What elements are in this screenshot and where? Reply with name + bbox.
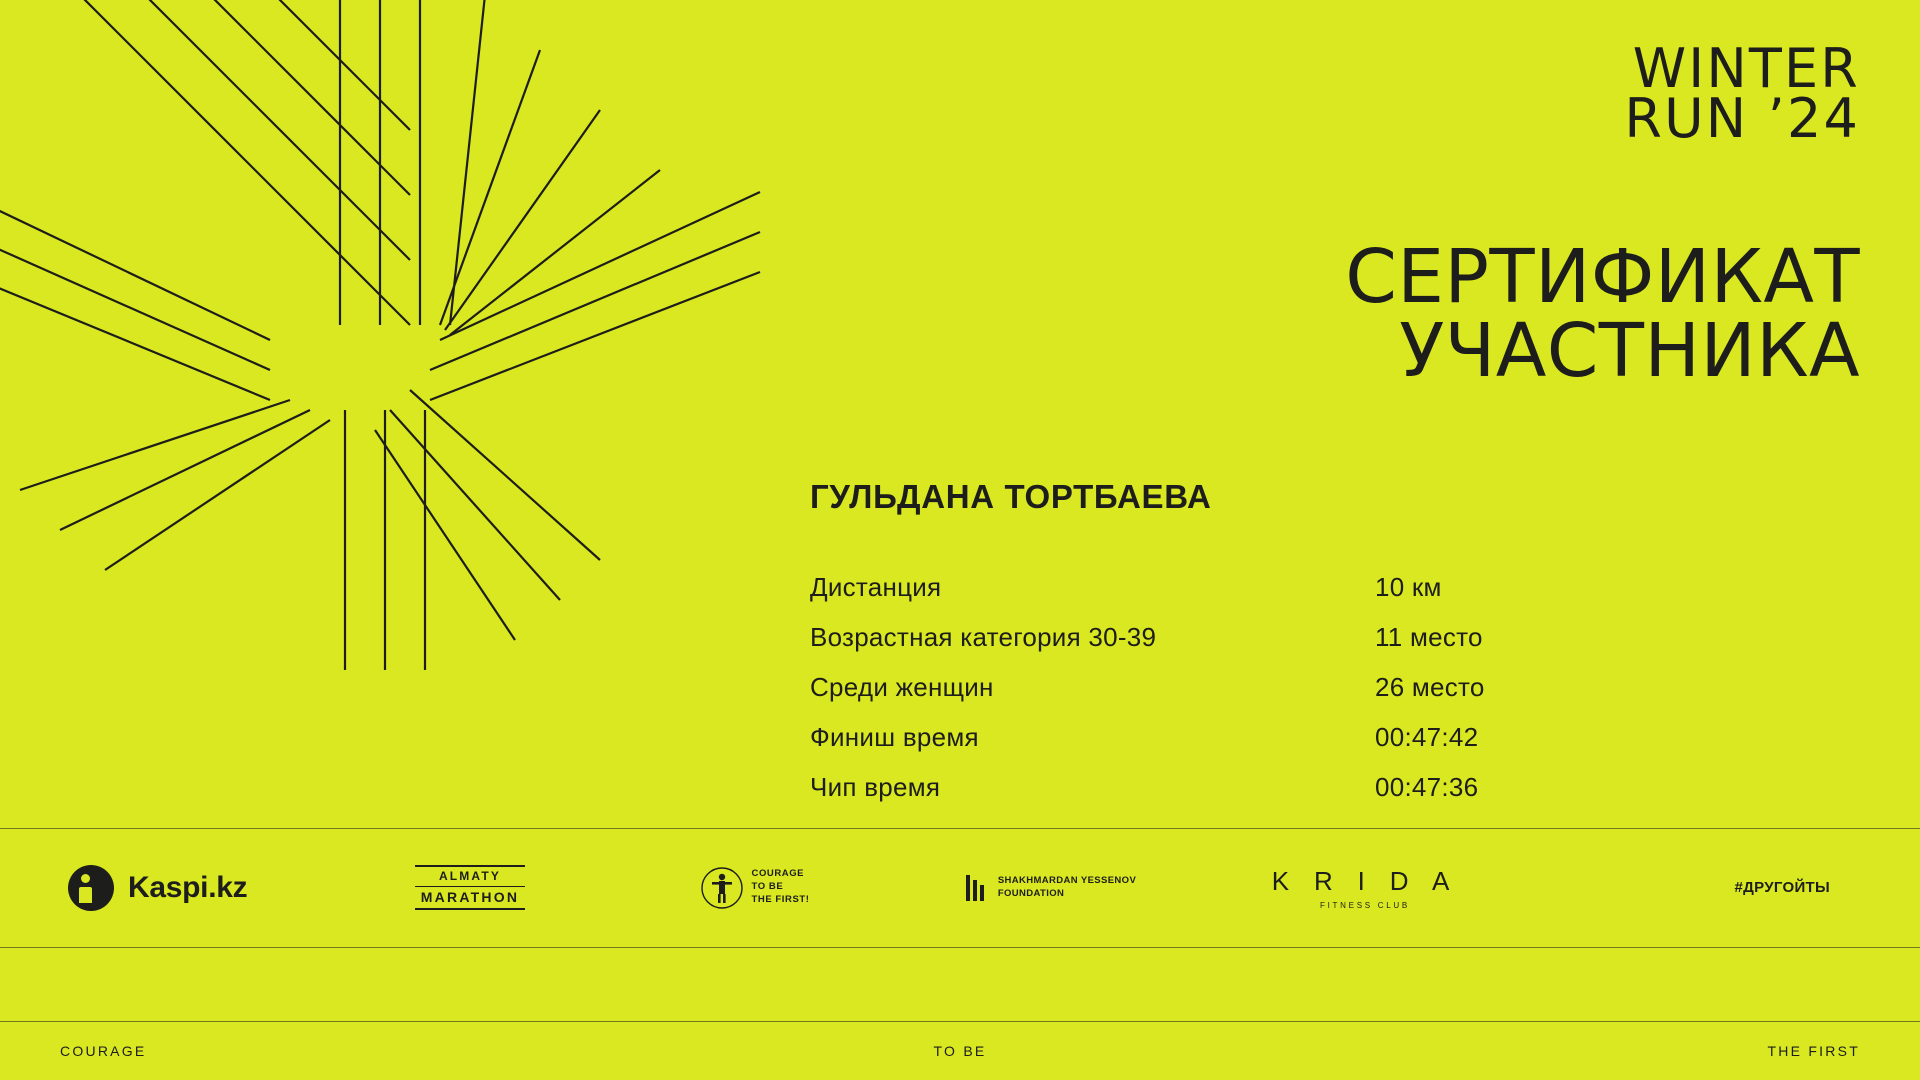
event-logo-line-2: RUN ’24 [1624,86,1860,150]
sponsor-yessenov-line-1: SHAKHMARDAN YESSENOV [997,874,1137,886]
footer-center: TO BE [933,1042,987,1059]
result-value: 10 км [1375,572,1442,602]
sponsor-courage-line-3: THE FIRST! [751,893,810,905]
sponsor-kaspi-label: Kaspi.kz [128,870,248,904]
sponsor-krida [1200,828,1530,947]
sponsor-drugoity-label: #ДРУГОЙТЫ [1734,879,1830,896]
footer-slogan [0,1021,1920,1080]
result-label: Возрастная категория 30-39 [810,622,1157,652]
yessenov-mark-icon [964,873,988,903]
table-row [810,622,1570,672]
result-value: 26 место [1375,672,1485,702]
event-logo [1624,37,1860,150]
page-title [1345,234,1860,394]
result-label: Чип время [810,772,941,802]
table-row [810,572,1570,622]
sponsor-drugoity [1530,828,1890,947]
divider-middle [0,947,1920,948]
sponsor-almaty-marathon [330,828,610,947]
sponsor-krida-sublabel: FITNESS CLUB [1320,900,1410,910]
footer-right: THE FIRST [1767,1042,1860,1059]
result-value: 00:47:42 [1375,722,1479,752]
sponsors-row [0,828,1920,947]
sponsor-almaty-line-2: MARATHON [415,887,526,911]
event-logo-line-1: WINTER [1632,37,1860,100]
sponsor-courage-fund [610,828,900,947]
result-value: 11 место [1375,622,1483,652]
kaspi-logo-icon [68,865,114,911]
sponsor-yessenov-foundation [900,828,1200,947]
result-label: Финиш время [810,722,979,752]
sponsor-kaspi [0,828,330,947]
table-row [810,672,1570,722]
footer-left: COURAGE [60,1042,147,1059]
results-table [810,572,1570,822]
table-row [810,722,1570,772]
result-value: 00:47:36 [1375,772,1479,802]
runner-icon [701,865,743,911]
page-title-line-1: СЕРТИФИКАТ [1345,234,1860,320]
result-label: Дистанция [810,572,942,602]
sponsor-courage-line-2: TO BE [751,881,784,893]
sponsor-almaty-line-1: ALMATY [415,865,526,887]
page-title-line-2: УЧАСТНИКА [1399,308,1860,394]
sponsor-courage-line-1: COURAGE [751,868,805,880]
sponsor-yessenov-line-2: FOUNDATION [997,887,1065,899]
sponsor-krida-label: K R I D A [1271,865,1459,896]
participant-name: ГУЛЬДАНА ТОРТБАЕВА [810,478,1212,515]
table-row [810,772,1570,822]
result-label: Среди женщин [810,672,994,702]
